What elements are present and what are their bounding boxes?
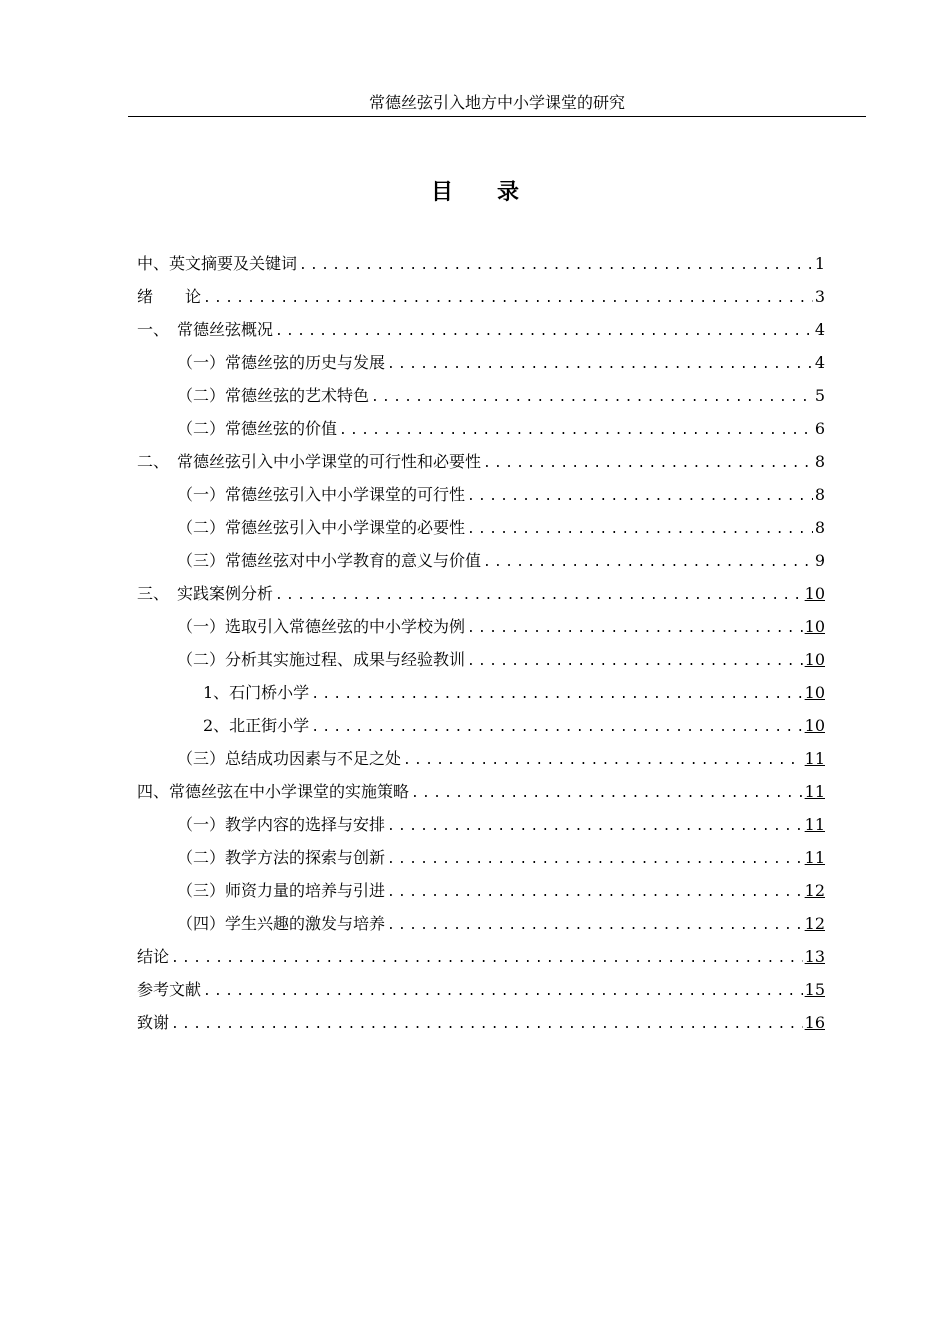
toc-entry-label: 1、石门桥小学 [203,683,310,702]
toc-entry[interactable] [137,943,825,976]
toc-dot-leader [387,351,813,379]
toc-entry-page-number: 4 [814,353,825,372]
toc-entry[interactable] [137,877,825,910]
toc-entry-page-number: 12 [804,914,825,933]
toc-entry-page-number: 10 [804,683,825,702]
toc-dot-leader [387,813,803,841]
toc-entry-label: 一、 常德丝弦概况 [137,320,274,339]
toc-entry-label: （四）学生兴趣的激发与培养 [177,914,386,933]
toc-entry[interactable] [137,250,825,283]
toc-dot-leader [311,681,802,709]
toc-entry[interactable] [137,448,825,481]
toc-dot-leader [203,978,803,1006]
toc-entry[interactable] [137,844,825,877]
toc-entry-label: （一）常德丝弦的历史与发展 [177,353,386,372]
toc-dot-leader [371,384,813,412]
toc-entry-label: 参考文献 [137,980,202,999]
toc-entry-label: （三）常德丝弦对中小学教育的意义与价值 [177,551,482,570]
toc-entry-page-number: 11 [804,782,825,801]
toc-entry-label: 绪 论 [137,287,202,306]
toc-entry-page-number: 13 [804,947,825,966]
toc-entry[interactable] [137,283,825,316]
toc-entry-page-number: 12 [804,881,825,900]
toc-entry-page-number: 9 [814,551,825,570]
toc-dot-leader [403,747,803,775]
toc-dot-leader [275,318,813,346]
toc-entry-page-number: 8 [814,518,825,537]
toc-entry-label: （一）教学内容的选择与安排 [177,815,386,834]
toc-entry[interactable] [137,415,825,448]
toc-entry-label: （一）常德丝弦引入中小学课堂的可行性 [177,485,466,504]
toc-entry-page-number: 10 [804,716,825,735]
toc-entry-page-number: 16 [804,1013,825,1032]
toc-entry-page-number: 6 [814,419,825,438]
toc-entry[interactable] [137,745,825,778]
toc-entry-label: 致谢 [137,1013,170,1032]
toc-dot-leader [467,483,813,511]
toc-entry-label: 中、英文摘要及关键词 [137,254,298,273]
toc-entry-page-number: 10 [804,617,825,636]
running-header [128,92,866,117]
toc-entry-page-number: 3 [814,287,825,306]
toc-title: 目 录 [430,180,519,205]
toc-dot-leader [171,945,803,973]
toc-dot-leader [387,912,803,940]
toc-entry-page-number: 8 [814,452,825,471]
toc-entry-page-number: 11 [804,749,825,768]
toc-entry-page-number: 5 [814,386,825,405]
toc-entry-page-number: 1 [814,254,825,273]
toc-entry-label: 二、 常德丝弦引入中小学课堂的可行性和必要性 [137,452,482,471]
toc-dot-leader [467,615,803,643]
toc-entry-label: （二）分析其实施过程、成果与经验教训 [177,650,466,669]
toc-entry-label: 结论 [137,947,170,966]
toc-entry[interactable] [137,481,825,514]
toc-entry-page-number: 10 [804,650,825,669]
toc-entry[interactable] [137,613,825,646]
toc-dot-leader [467,516,813,544]
toc-dot-leader [339,417,813,445]
toc-dot-leader [411,780,803,808]
toc-entry-page-number: 11 [804,815,825,834]
toc-dot-leader [387,879,803,907]
toc-entry-label: 三、 实践案例分析 [137,584,274,603]
table-of-contents [137,250,825,1042]
toc-entry-label: （二）常德丝弦的价值 [177,419,338,438]
toc-dot-leader [203,285,813,313]
toc-entry[interactable] [137,976,825,1009]
toc-entry[interactable] [137,679,825,712]
toc-entry-label: （二）常德丝弦的艺术特色 [177,386,370,405]
toc-entry-page-number: 10 [804,584,825,603]
toc-entry[interactable] [137,316,825,349]
toc-dot-leader [171,1011,803,1039]
toc-entry-page-number: 4 [814,320,825,339]
toc-dot-leader [483,549,813,577]
toc-entry[interactable] [137,580,825,613]
toc-entry[interactable] [137,646,825,679]
toc-entry[interactable] [137,514,825,547]
toc-entry-label: 四、常德丝弦在中小学课堂的实施策略 [137,782,410,801]
toc-entry-label: （三）总结成功因素与不足之处 [177,749,402,768]
toc-entry[interactable] [137,382,825,415]
toc-entry[interactable] [137,811,825,844]
running-header-title: 常德丝弦引入地方中小学课堂的研究 [368,93,625,112]
toc-entry[interactable] [137,778,825,811]
toc-entry[interactable] [137,349,825,382]
toc-entry-label: （二）教学方法的探索与创新 [177,848,386,867]
toc-entry[interactable] [137,547,825,580]
toc-entry-label: （三）师资力量的培养与引进 [177,881,386,900]
toc-dot-leader [467,648,803,676]
toc-dot-leader [299,252,813,280]
toc-entry[interactable] [137,712,825,745]
toc-entry-label: （二）常德丝弦引入中小学课堂的必要性 [177,518,466,537]
toc-entry[interactable] [137,910,825,943]
toc-dot-leader [275,582,803,610]
toc-entry-label: 2、北正街小学 [203,716,310,735]
toc-entry[interactable] [137,1009,825,1042]
toc-dot-leader [311,714,802,742]
toc-dot-leader [483,450,813,478]
toc-entry-page-number: 15 [804,980,825,999]
toc-entry-page-number: 8 [814,485,825,504]
toc-entry-label: （一）选取引入常德丝弦的中小学校为例 [177,617,466,636]
toc-entry-page-number: 11 [804,848,825,867]
toc-dot-leader [387,846,803,874]
